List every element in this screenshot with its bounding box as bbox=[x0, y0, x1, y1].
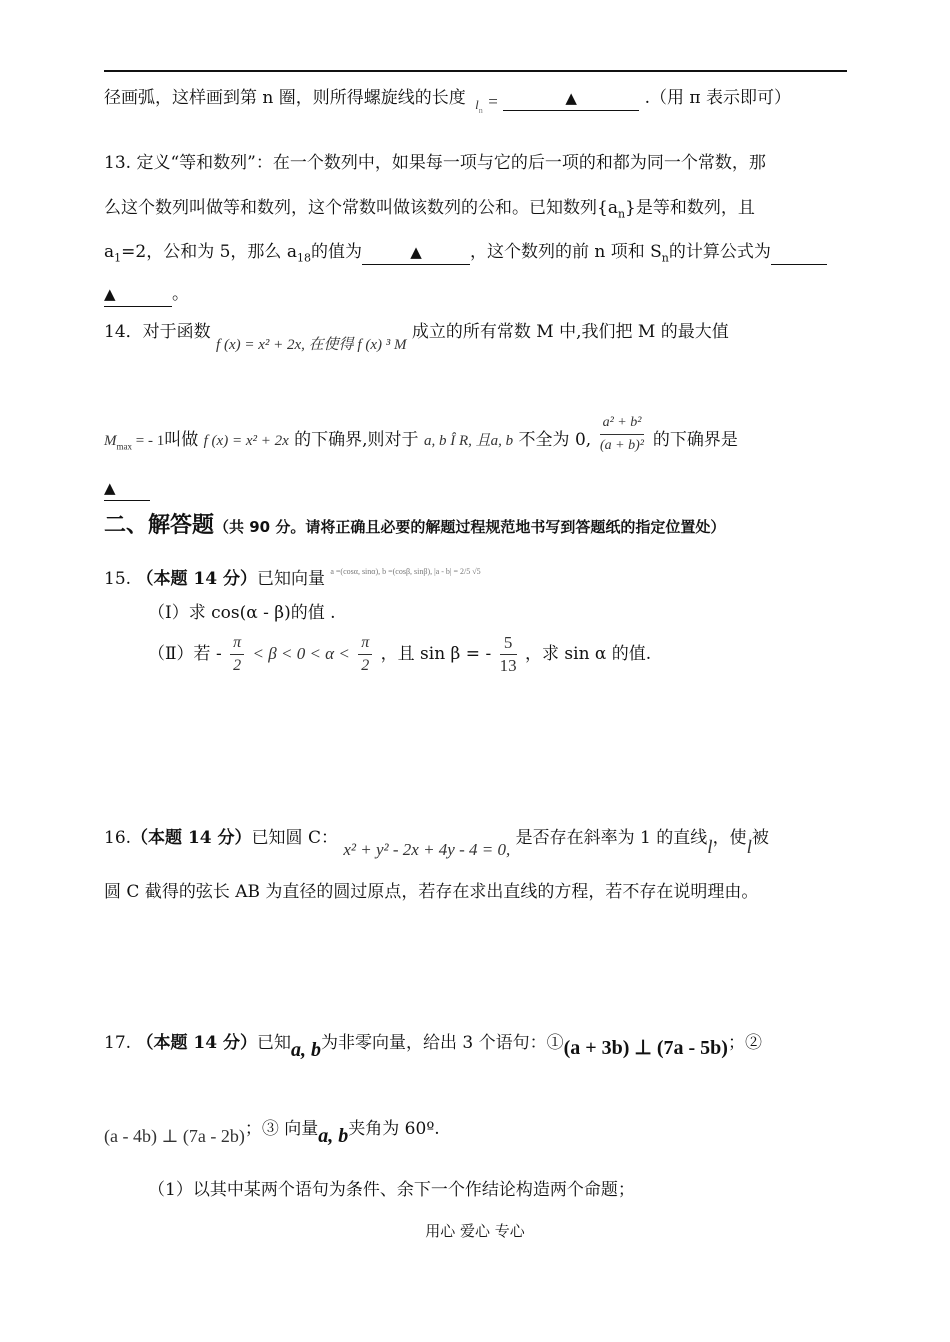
q17-part1: （1）以其中某两个语句为条件、余下一个作结论构造两个命题； bbox=[148, 1180, 635, 1200]
pi-over-2-fraction bbox=[230, 632, 244, 677]
line-l: l bbox=[746, 837, 752, 858]
page-footer: 用心 爱心 专心 bbox=[425, 1222, 525, 1240]
q16-line1 bbox=[104, 826, 864, 862]
q15-p2-b: < β < 0 < α < bbox=[252, 644, 350, 663]
q13-b: =2，公和为 5，那么 a bbox=[121, 242, 297, 262]
vectors-ab: a, b bbox=[318, 1125, 349, 1147]
q13-a-sub: 1 bbox=[114, 251, 122, 265]
q13-b-sub: 18 bbox=[296, 251, 311, 265]
q14-text-a: 叫做 bbox=[164, 430, 199, 450]
q14-condition: a, b Î R, 且a, b bbox=[423, 433, 514, 449]
statement-1: (a + 3b) ⊥ (7a - 5b) bbox=[563, 1037, 728, 1059]
circle-equation: x² + y² - 2x + 4y - 4 = 0, bbox=[343, 840, 511, 859]
q17-intro: 已知 bbox=[256, 1033, 291, 1053]
q15-part2 bbox=[148, 632, 908, 682]
q14-line1 bbox=[104, 320, 864, 353]
triangle-icon: ▲ bbox=[104, 479, 116, 497]
q16-intro: 已知圆 C： bbox=[251, 828, 338, 848]
q17-line1 bbox=[104, 1030, 864, 1066]
q14-function-formula: f (x) = x² + 2x, 在使得 f (x) ³ M bbox=[216, 337, 407, 353]
answer-blank[interactable] bbox=[503, 86, 639, 111]
q12-lhs-sub: n bbox=[478, 106, 483, 115]
q14-text-d: 的下确界是 bbox=[652, 430, 738, 450]
q17-text-a: 为非零向量，给出 3 个语句：① bbox=[320, 1033, 564, 1053]
q14-mmax: M bbox=[104, 433, 117, 449]
q14-text-b: 的下确界,则对于 bbox=[294, 430, 419, 450]
q15-intro bbox=[104, 560, 864, 591]
q16-text-c: 被 bbox=[751, 828, 769, 848]
q13-l2-sub: n bbox=[617, 207, 626, 221]
section-title: 二、解答题 bbox=[104, 513, 215, 538]
q15-p2-c: ，且 sin β = - bbox=[380, 644, 492, 664]
q13-line4 bbox=[104, 282, 864, 307]
q14-function: f (x) = x² + 2x bbox=[203, 433, 289, 449]
frac-den: 13 bbox=[499, 656, 517, 675]
q15-part1: （Ⅰ）求 cos(α - β)的值 . bbox=[148, 603, 336, 623]
q15-text: 已知向量 bbox=[256, 569, 325, 589]
q15-score: （本题 14 分） bbox=[136, 569, 257, 589]
q16-score: （本题 14 分） bbox=[131, 828, 252, 848]
line-l: l bbox=[707, 837, 713, 858]
q13-d: ，这个数列的前 n 项和 S bbox=[469, 242, 662, 262]
q14-fraction bbox=[600, 412, 645, 457]
triangle-icon: ▲ bbox=[410, 243, 422, 261]
q13-line1: 13. 定义“等和数列”：在一个数列中，如果每一项与它的后一项的和都为同一个常数，那 bbox=[104, 153, 766, 173]
q12-tail bbox=[104, 86, 864, 123]
q17-line2 bbox=[104, 1116, 864, 1152]
section2-heading bbox=[104, 510, 864, 543]
q13-line2 bbox=[104, 196, 864, 226]
q15-vectors: a =(cosα, sinα), b =(cosβ, sinβ), |a - b| = 2/5 √5 bbox=[330, 567, 481, 576]
q14-mmax-sub: max bbox=[116, 441, 132, 452]
answer-blank[interactable] bbox=[362, 240, 470, 265]
q14-intro: 14．对于函数 bbox=[104, 322, 211, 342]
q16-text-a: 是否存在斜率为 1 的直线 bbox=[515, 828, 708, 848]
q15-p2-a: （Ⅱ）若 - bbox=[148, 644, 222, 664]
header-rule bbox=[104, 70, 847, 72]
q17-text-c: ；③ 向量 bbox=[244, 1119, 319, 1139]
q13-l2: 么这个数列叫做等和数列，这个常数叫做该数列的公和。已知数列{a bbox=[104, 198, 618, 218]
q12-tail-text: .（用 π 表示即可） bbox=[644, 88, 791, 108]
q13-line3 bbox=[104, 240, 864, 270]
q12-equals: = bbox=[488, 92, 498, 111]
triangle-icon: ▲ bbox=[565, 89, 577, 107]
q16-text-b: ，使 bbox=[712, 828, 747, 848]
q15-p2-d: ，求 sin α 的值. bbox=[525, 644, 652, 664]
frac-den: 2 bbox=[233, 657, 242, 674]
q14-line3 bbox=[104, 476, 864, 501]
q13-c: 的值为 bbox=[310, 242, 362, 262]
q14-text-c: 不全为 0, bbox=[518, 430, 592, 450]
q13-l2-end: }是等和数列，且 bbox=[625, 198, 755, 218]
q17-number: 17. bbox=[104, 1033, 132, 1053]
frac-num: 5 bbox=[500, 632, 517, 655]
q12-lhs: l bbox=[475, 97, 479, 112]
answer-blank[interactable] bbox=[104, 476, 150, 501]
five-thirteenths-fraction bbox=[500, 632, 517, 677]
q14-text: 成立的所有常数 M 中,我们把 M 的最大值 bbox=[411, 322, 729, 342]
q16-number: 16. bbox=[104, 828, 132, 848]
q14-frac-num: a² + b² bbox=[600, 412, 645, 435]
pi-over-2-fraction bbox=[358, 632, 372, 677]
q17-score: （本题 14 分） bbox=[136, 1033, 257, 1053]
q17-text-d: 夹角为 60º. bbox=[348, 1119, 440, 1139]
q13-end: 。 bbox=[172, 284, 189, 304]
q17-text-b: ；② bbox=[727, 1033, 762, 1053]
section-note: （共 90 分。请将正确且必要的解题过程规范地书写到答题纸的指定位置处） bbox=[214, 518, 726, 536]
q13-d-sub: n bbox=[661, 251, 669, 265]
q13-a: a bbox=[104, 242, 115, 262]
frac-den: 2 bbox=[361, 657, 370, 674]
q13-e: 的计算公式为 bbox=[668, 242, 771, 262]
q12-text: 径画弧，这样画到第 n 圈，则所得螺旋线的长度 bbox=[104, 88, 466, 108]
triangle-icon: ▲ bbox=[104, 285, 116, 303]
q14-line2 bbox=[104, 415, 864, 458]
vectors-ab: a, b bbox=[290, 1039, 321, 1061]
answer-blank[interactable] bbox=[104, 282, 172, 307]
answer-blank-start[interactable] bbox=[771, 240, 827, 265]
q14-frac-den: (a + b)² bbox=[600, 438, 644, 453]
q15-number: 15. bbox=[104, 569, 132, 589]
q14-mmax-val: = - 1 bbox=[132, 433, 165, 449]
statement-2: (a - 4b) ⊥ (7a - 2b) bbox=[104, 1126, 245, 1146]
frac-num: π bbox=[230, 632, 244, 655]
frac-num: π bbox=[358, 632, 372, 655]
q16-line2: 圆 C 截得的弦长 AB 为直径的圆过原点，若存在求出直线的方程，若不存在说明理由。 bbox=[104, 882, 759, 902]
